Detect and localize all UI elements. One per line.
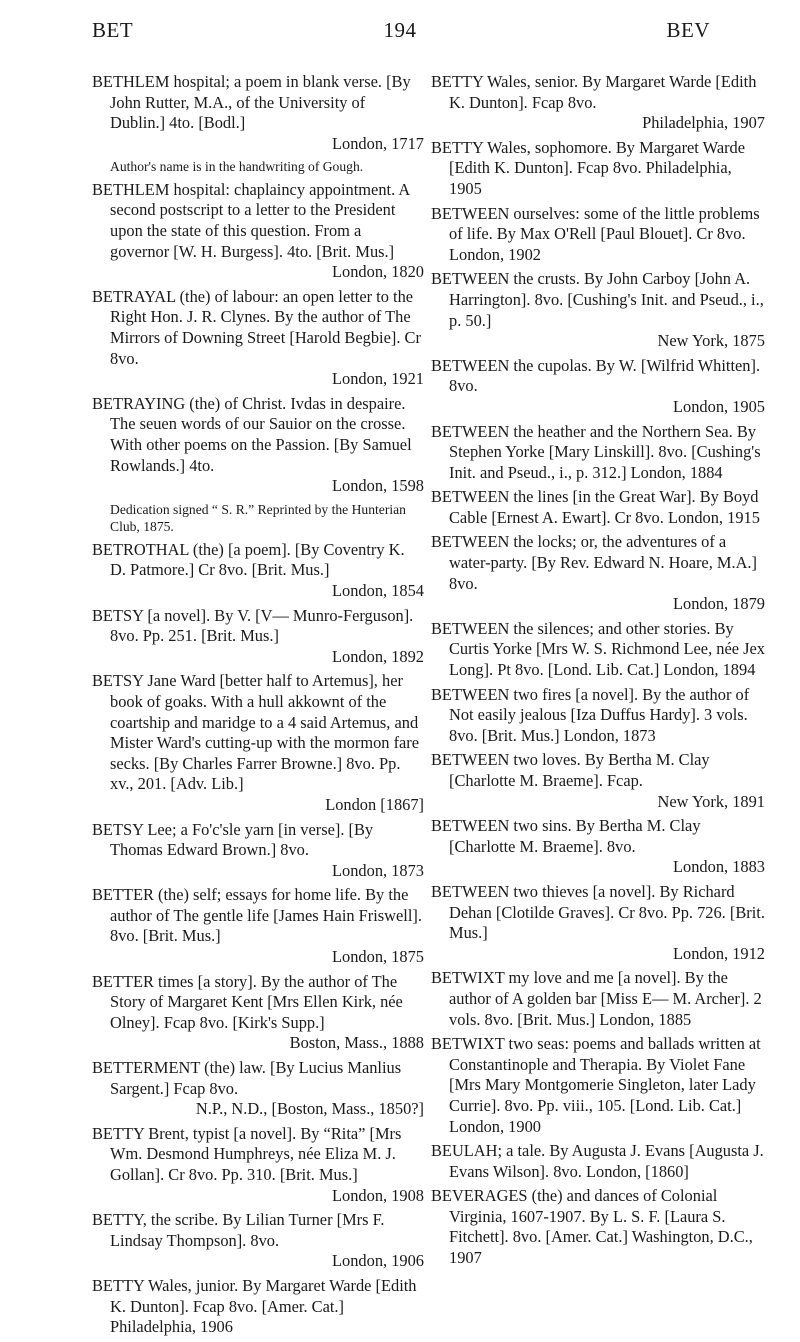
catalogue-entry	[92, 885, 424, 967]
header-left-keyword: BET	[92, 18, 134, 42]
entry-text: BETWEEN two sins. By Bertha M. Clay [Charlotte M. Braeme]. 8vo.	[431, 816, 701, 856]
catalogue-entry	[92, 1276, 424, 1338]
header-right-keyword: BEV	[666, 18, 710, 42]
entry-text: BETSY Lee; a Fo'c'sle yarn [in verse]. [By Thomas Edward Brown.] 8vo.	[92, 819, 374, 860]
entry-note: Author's name is in the handwriting of Gough.	[110, 159, 364, 175]
entry-text: BETWIXT two seas: poems and ballads written at Constantinople and Therapia. By Violet Fane [Mrs Mary Montgomerie Singleton, later Lady Currie]. 8vo. Pp. viii., 105. [Lond. Lib. Cat.] London, 1900	[431, 1034, 761, 1136]
entry-text: BETWEEN two loves. By Bertha M. Clay [Charlotte M. Braeme]. Fcap.	[431, 750, 710, 790]
catalogue-entry	[431, 204, 765, 266]
catalogue-entry	[431, 1034, 765, 1137]
catalogue-entry	[431, 356, 765, 418]
catalogue-entry	[431, 532, 765, 614]
entry-imprint: New York, 1875	[657, 331, 765, 351]
catalogue-entry	[92, 972, 424, 1054]
page-number: 194	[383, 18, 417, 42]
entry-note: Dedication signed “ S. R.” Reprinted by the Hunterian Club, 1875.	[110, 501, 406, 535]
entry-text: BETTY Wales, junior. By Margaret Warde [Edith K. Dunton]. Fcap 8vo. [Amer. Cat.] Philadelphia, 1906	[92, 1275, 417, 1337]
entry-text: BETTY, the scribe. By Lilian Turner [Mrs F. Lindsay Thompson]. 8vo.	[92, 1210, 385, 1250]
catalogue-entry	[92, 180, 424, 283]
page-header	[0, 18, 800, 48]
catalogue-entry	[431, 269, 765, 351]
catalogue-entry	[431, 422, 765, 484]
catalogue-entry	[92, 606, 424, 668]
entry-text: BETTER (the) self; essays for home life. By the author of The gentle life [James Hain Friswell]. 8vo. [Brit. Mus.]	[92, 885, 422, 946]
entry-text: BETTY Brent, typist [a novel]. By “Rita” [Mrs Wm. Desmond Humphreys, née Eliza M. J. Gollan]. Cr 8vo. Pp. 310. [Brit. Mus.]	[92, 1123, 402, 1184]
entry-imprint: London, 1921	[332, 369, 424, 389]
entry-text: BEULAH; a tale. By Augusta J. Evans [Augusta J. Evans Wilson]. 8vo. London, [1860]	[431, 1141, 764, 1181]
catalogue-entry	[92, 1124, 424, 1206]
entry-imprint: London, 1892	[332, 646, 424, 666]
catalogue-entry	[92, 287, 424, 390]
catalogue-entry	[431, 72, 765, 134]
entry-imprint: London, 1598	[332, 476, 424, 496]
left-column	[92, 72, 424, 1342]
entry-imprint: London, 1875	[332, 947, 424, 967]
entry-text: BETRAYING (the) of Christ. Ivdas in despaire. The seuen words of our Sauior on the crosse. With other poems on the Passion. [By Samuel Rowlands.] 4to.	[92, 393, 412, 475]
entry-imprint: London, 1820	[332, 262, 424, 282]
catalogue-entry	[92, 394, 424, 497]
entry-text: BETTERMENT (the) law. [By Lucius Manlius Sargent.] Fcap 8vo.	[92, 1058, 402, 1098]
entry-imprint: London, 1906	[332, 1251, 424, 1271]
entry-text: BETWEEN the locks; or, the adventures of a water-party. [By Rev. Edward N. Hoare, M.A.] 8vo.	[431, 532, 757, 593]
catalogue-entry	[92, 540, 424, 602]
catalogue-entry	[431, 138, 765, 200]
entry-imprint: London, 1905	[673, 396, 765, 416]
catalogue-entry	[92, 1058, 424, 1120]
entry-text: BETTY Wales, senior. By Margaret Warde [Edith K. Dunton]. Fcap 8vo.	[431, 72, 757, 112]
entry-imprint: New York, 1891	[657, 791, 765, 811]
catalogue-entry	[431, 619, 765, 681]
entry-imprint: London, 1879	[673, 594, 765, 614]
entry-imprint: London [1867]	[325, 794, 424, 814]
entry-text: BETWEEN two fires [a novel]. By the author of Not easily jealous [Iza Duffus Hardy]. 3 vols. 8vo. [Brit. Mus.] London, 1873	[431, 684, 750, 745]
entry-text: BETSY Jane Ward [better half to Artemus], her book of goaks. With a hull akkownt of the coartship and maridge to a 4 said Artemus, and Mister Ward's cutting-up with the mormon fare secks. [By Charles Farrer Browne.] 8vo. Pp. xv., 201. [Adv. Lib.]	[92, 671, 420, 794]
entry-text: BETWEEN ourselves: some of the little problems of life. By Max O'Rell [Paul Blouet]. Cr 8vo. London, 1902	[431, 203, 760, 264]
catalogue-entry	[431, 487, 765, 528]
catalogue-entry	[431, 1186, 765, 1268]
entry-imprint: London, 1883	[673, 857, 765, 877]
catalogue-entry	[92, 671, 424, 815]
entry-text: BETHLEM hospital; a poem in blank verse. [By John Rutter, M.A., of the University of Dublin.] 4to. [Bodl.]	[92, 72, 411, 133]
catalogue-entry	[92, 1210, 424, 1272]
right-column	[431, 72, 765, 1273]
catalogue-entry	[92, 72, 424, 154]
catalogue-entry	[431, 750, 765, 812]
entry-text: BETWEEN two thieves [a novel]. By Richard Dehan [Clotilde Graves]. Cr 8vo. Pp. 726. [Brit. Mus.]	[431, 881, 765, 943]
entry-imprint: London, 1912	[673, 943, 765, 963]
entry-imprint: London, 1854	[332, 580, 424, 600]
entry-text: BETWEEN the cupolas. By W. [Wilfrid Whitten]. 8vo.	[431, 355, 761, 396]
catalogue-entry	[431, 1141, 765, 1182]
entry-text: BETWEEN the lines [in the Great War]. By Boyd Cable [Ernest A. Ewart]. Cr 8vo. London, 1915	[431, 487, 760, 527]
entry-imprint: London, 1908	[332, 1185, 424, 1205]
catalogue-entry	[92, 820, 424, 882]
entry-text: BETTY Wales, sophomore. By Margaret Warde [Edith K. Dunton]. Fcap 8vo. Philadelphia, 1905	[431, 137, 746, 198]
entry-text: BEVERAGES (the) and dances of Colonial Virginia, 1607-1907. By L. S. F. [Laura S. Fitchett]. 8vo. [Amer. Cat.] Washington, D.C., 1907	[431, 1186, 753, 1268]
entry-imprint: Philadelphia, 1907	[642, 113, 765, 133]
entry-imprint: Boston, Mass., 1888	[289, 1033, 424, 1053]
entry-text: BETWIXT my love and me [a novel]. By the author of A golden bar [Miss E— M. Archer]. 2 vols. 8vo. [Brit. Mus.] London, 1885	[431, 968, 762, 1029]
entry-imprint: London, 1717	[332, 133, 424, 153]
catalogue-entry	[431, 685, 765, 747]
entry-text: BETWEEN the silences; and other stories. By Curtis Yorke [Mrs W. S. Richmond Lee, née Jex Long]. Pt 8vo. [Lond. Lib. Cat.] London, 1894	[431, 618, 765, 680]
entry-text: BETWEEN the heather and the Northern Sea. By Stephen Yorke [Mary Linskill]. 8vo. [Cushing's Init. and Pseud., i., p. 312.] London, 1884	[431, 421, 761, 482]
catalogue-entry	[431, 816, 765, 878]
entry-imprint: London, 1873	[332, 860, 424, 880]
entry-text: BETWEEN the crusts. By John Carboy [John A. Harrington]. 8vo. [Cushing's Init. and Pseud., i., p. 50.]	[431, 269, 764, 330]
entry-text: BETSY [a novel]. By V. [V— Munro-Ferguson]. 8vo. Pp. 251. [Brit. Mus.]	[92, 605, 414, 646]
entry-text: BETRAYAL (the) of labour: an open letter to the Right Hon. J. R. Clynes. By the author of The Mirrors of Downing Street [Harold Begbie]. Cr 8vo.	[92, 286, 421, 368]
catalogue-entry	[431, 968, 765, 1030]
entry-text: BETHLEM hospital: chaplaincy appointment. A second postscript to a letter to the President upon the state of this question. From a governor [W. H. Burgess]. 4to. [Brit. Mus.]	[92, 179, 410, 261]
entry-text: BETROTHAL (the) [a poem]. [By Coventry K. D. Patmore.] Cr 8vo. [Brit. Mus.]	[92, 539, 405, 580]
entry-text: BETTER times [a story]. By the author of The Story of Margaret Kent [Mrs Ellen Kirk, née Olney]. Fcap 8vo. [Kirk's Supp.]	[92, 971, 403, 1032]
catalogue-entry	[431, 882, 765, 964]
entry-imprint: N.P., N.D., [Boston, Mass., 1850?]	[195, 1099, 424, 1119]
